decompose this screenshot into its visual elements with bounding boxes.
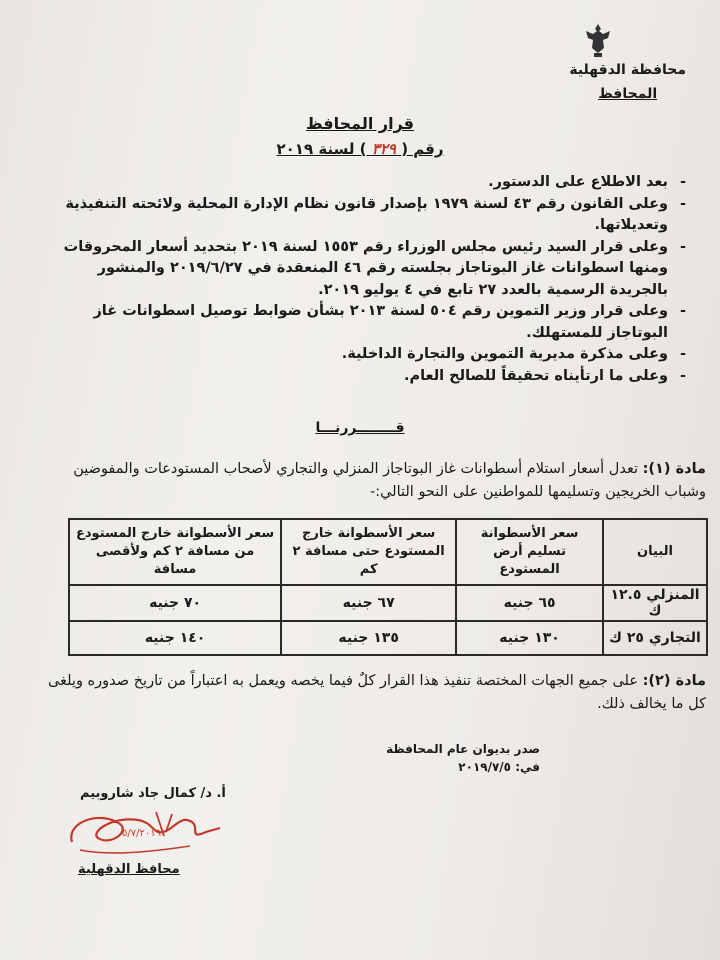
table-row — [69, 621, 707, 655]
signatory-name: أ. د/ كمال جاد شاروبيم — [80, 786, 226, 801]
signatory-title: محافظ الدقهلية — [78, 862, 180, 877]
office-name: المحافظ — [598, 86, 658, 102]
article-2 — [40, 670, 706, 716]
governorate-name: محافظة الدقهلية — [569, 62, 686, 78]
price-cell: ٦٧ جنيه — [281, 585, 456, 621]
decision-number-suffix: ) لسنة ٢٠١٩ — [276, 140, 367, 158]
decision-number: ٣٢٩ — [371, 140, 396, 158]
handwritten-signature — [60, 802, 230, 864]
signature-date-mark: ٥/٧/٢٠١٩ — [122, 828, 161, 839]
column-header-item: البيان — [603, 519, 707, 585]
preamble-list — [60, 172, 690, 387]
article-1-text: تعدل أسعار استلام أسطوانات غاز البوتاجاز المنزلي والتجاري لأصحاب المستودعات والمفوضين وشباب الخريجين وتسليمها للمواطنين على النحو التالي:- — [73, 461, 706, 500]
price-cell: ٧٠ جنيه — [69, 585, 281, 621]
price-cell: ١٣٠ جنيه — [456, 621, 603, 655]
preamble-item: - وعلى مذكرة مديرية التموين والتجارة الداخلية. — [60, 344, 690, 366]
row-label: التجاري ٢٥ ك — [603, 621, 707, 655]
preamble-item: - بعد الاطلاع على الدستور. — [60, 172, 690, 194]
decided-heading: قــــــــررنـــا — [315, 420, 405, 436]
preamble-item: - وعلى ما ارتأيناه تحقيقاً للصالح العام. — [60, 366, 690, 388]
preamble-item: - وعلى القانون رقم ٤٣ لسنة ١٩٧٩ بإصدار قانون نظام الإدارة المحلية ولائحته التنفيذية وتعديلاتها. — [60, 194, 690, 237]
decision-title-block — [0, 112, 720, 162]
price-cell: ٦٥ جنيه — [456, 585, 603, 621]
decision-number-prefix: رقم ( — [401, 140, 444, 158]
column-header-beyond-2km-price: سعر الأسطوانة خارج المستودع من مسافة ٢ كم ولأقصى مسافة — [69, 519, 281, 585]
price-cell: ١٤٠ جنيه — [69, 621, 281, 655]
preamble-item: - وعلى قرار وزير التموين رقم ٥٠٤ لسنة ٢٠١٣ بشأن ضوابط توصيل اسطوانات غاز البوتاجاز للمستهلك. — [60, 301, 690, 344]
decision-number-line — [0, 136, 720, 162]
article-2-label: مادة (٢): — [642, 673, 706, 689]
price-table — [68, 518, 708, 656]
preamble-item: - وعلى قرار السيد رئيس مجلس الوزراء رقم ١٥٥٣ لسنة ٢٠١٩ بتحديد أسعار المحروقات ومنها اسطوانات غاز البوتاجاز بجلسته رقم ٤٦ المنعقدة في ٢٠١٩/٦/٢٧ والمنشور بالجريدة الرسمية بالعدد ٢٧ تابع في ٤ يوليو ٢٠١٩. — [60, 237, 690, 302]
row-label: المنزلي ١٢.٥ ك — [603, 585, 707, 621]
decision-title: قرار المحافظ — [305, 114, 415, 133]
article-1 — [40, 458, 706, 504]
article-2-text: على جميع الجهات المختصة تنفيذ هذا القرار كلٌ فيما يخصه ويعمل به اعتباراً من تاريخ صدوره ويلغى كل ما يخالف ذلك. — [48, 673, 706, 712]
column-header-up-to-2km-price: سعر الأسطوانة خارج المستودع حتى مسافة ٢ كم — [281, 519, 456, 585]
column-header-depot-price: سعر الأسطوانة تسليم أرض المستودع — [456, 519, 603, 585]
issued-at-line: صدر بديوان عام المحافظة — [386, 742, 540, 756]
issued-date-line: في: ٢٠١٩/٧/٥ — [458, 760, 540, 774]
price-table-header-row — [69, 519, 707, 585]
eagle-emblem-icon — [583, 22, 613, 60]
issuance-note — [386, 740, 540, 776]
article-1-label: مادة (١): — [642, 461, 706, 477]
price-cell: ١٣٥ جنيه — [281, 621, 456, 655]
governorate-header — [569, 58, 686, 106]
table-row — [69, 585, 707, 621]
